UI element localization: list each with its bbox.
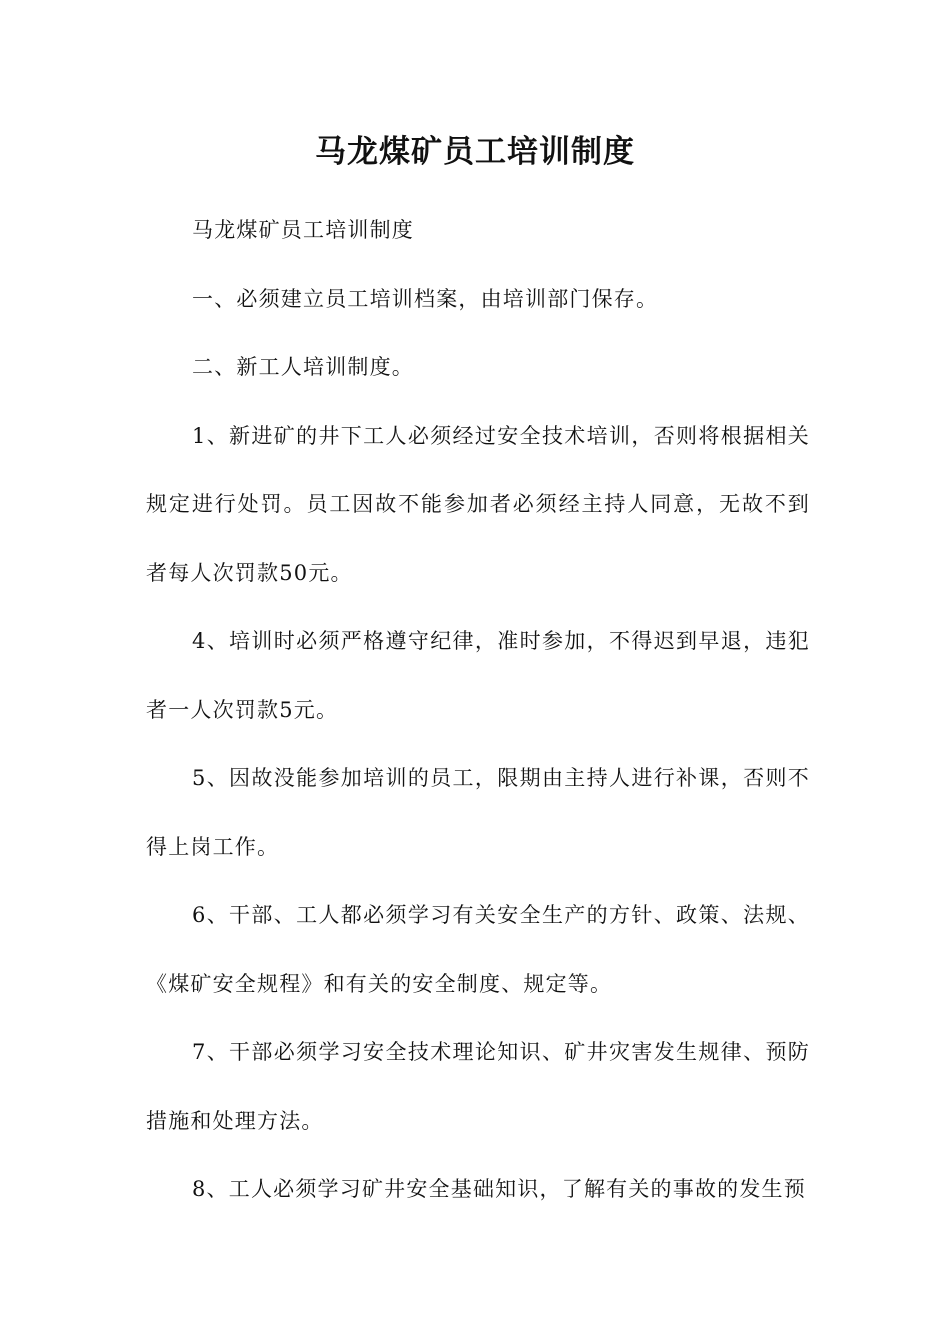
paragraph-item-5: 5、因故没能参加培训的员工，限期由主持人进行补课，否则不得上岗工作。	[146, 766, 810, 859]
paragraph-section-2: 二、新工人培训制度。	[192, 355, 414, 379]
paragraph-item-4: 4、培训时必须严格遵守纪律，准时参加，不得迟到早退，违犯者一人次罚款5元。	[146, 629, 810, 722]
paragraph-section-1: 一、必须建立员工培训档案，由培训部门保存。	[192, 286, 659, 311]
paragraph-item-6: 6、干部、工人都必须学习有关安全生产的方针、政策、法规、《煤矿安全规程》和有关的安全制度、规定等。	[146, 903, 810, 996]
paragraph-item-1: 1、新进矿的井下工人必须经过安全技术培训，否则将根据相关规定进行处罚。员工因故不能参加者必须经主持人同意，无故不到者每人次罚款50元。	[146, 423, 810, 585]
document-title: 马龙煤矿员工培训制度	[315, 134, 635, 170]
paragraph-subtitle: 马龙煤矿员工培训制度	[192, 218, 414, 242]
paragraph-item-7: 7、干部必须学习安全技术理论知识、矿井灾害发生规律、预防措施和处理方法。	[146, 1040, 810, 1133]
document-body	[146, 196, 810, 1224]
paragraph-item-8: 8、工人必须学习矿井安全基础知识，了解有关的事故的发生预	[192, 1177, 806, 1201]
